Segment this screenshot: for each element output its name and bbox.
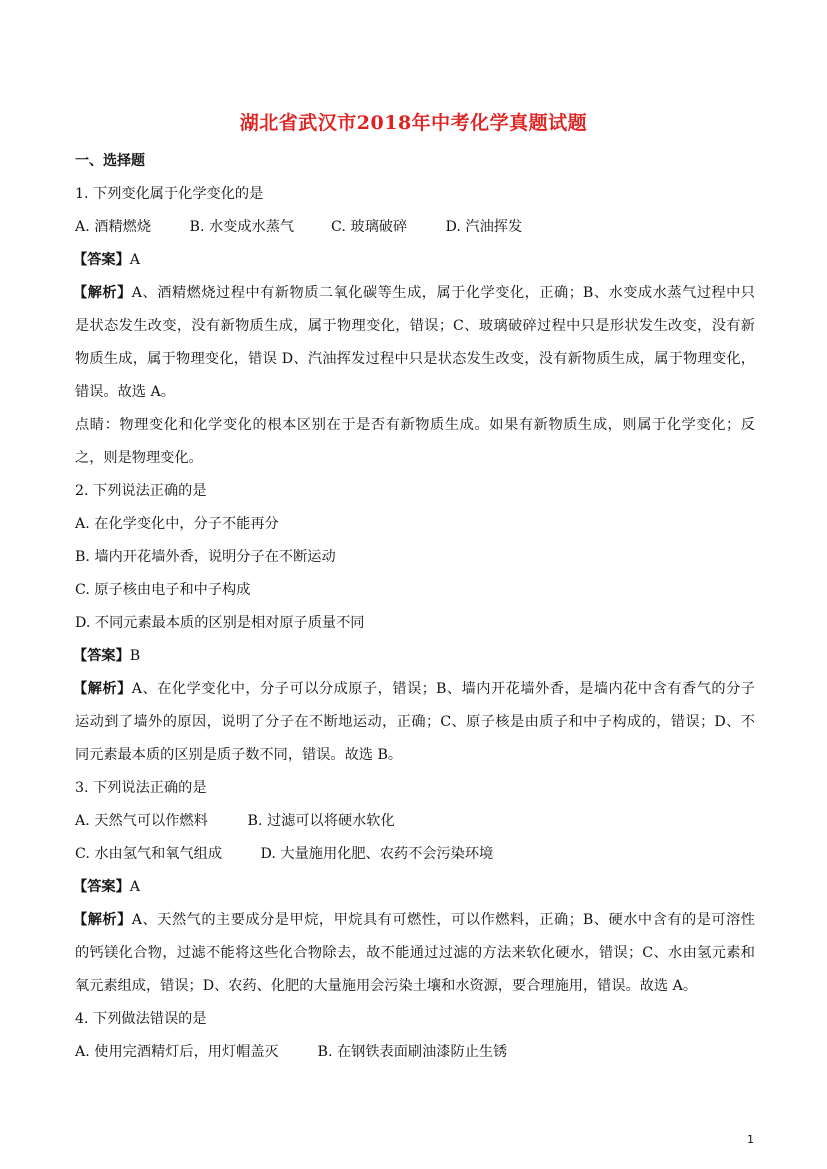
q2-option-d: D. 不同元素最本质的区别是相对原子质量不同 [75, 615, 365, 631]
q3-options-row-1 [75, 812, 755, 830]
q3-analysis-line-1 [73, 911, 755, 929]
analysis-label: 【解析】 [73, 285, 132, 301]
q3-option-a: A. 天然气可以作燃料 [75, 813, 208, 829]
q2-analysis-line-3: 同元素最本质的区别是质子数不同，错误。故选 B。 [75, 747, 403, 763]
q2-analysis-line-2: 运动到了墙外的原因，说明了分子在不断地运动，正确；C、原子核是由质子和中子构成的，错误；D、不 [75, 714, 755, 730]
q3-option-b: B. 过滤可以将硬水软化 [247, 813, 395, 829]
q1-option-b: B. 水变成水蒸气 [189, 219, 295, 235]
answer-label: 【答案】 [73, 648, 130, 664]
answer-value: B [129, 648, 141, 664]
q2-answer [73, 647, 753, 665]
q1-analysis-line-3: 物质生成，属于物理变化，错误 D、汽油挥发过程中只是状态发生改变，没有新物质生成，属于物理变化， [75, 351, 755, 367]
section-heading: 一、选择题 [75, 153, 145, 169]
q1-analysis-line-4: 错误。故选 A。 [75, 384, 175, 400]
q3-option-d: D. 大量施用化肥、农药不会污染环境 [260, 846, 494, 862]
q2-option-b: B. 墙内开花墙外香，说明分子在不断运动 [75, 549, 336, 565]
analysis-label: 【解析】 [73, 912, 132, 928]
q3-stem: 3. 下列说法正确的是 [75, 780, 207, 796]
analysis-text: A、天然气的主要成分是甲烷，甲烷具有可燃性，可以作燃料，正确；B、硬水中含有的是可溶性 [131, 912, 755, 928]
q3-options-row-2 [75, 845, 755, 863]
q2-stem: 2. 下列说法正确的是 [75, 483, 207, 499]
q3-answer [73, 878, 753, 896]
analysis-label: 【解析】 [73, 681, 132, 697]
q4-options-row-1 [75, 1043, 755, 1061]
q1-option-d: D. 汽油挥发 [445, 219, 523, 235]
q4-option-b: B. 在钢铁表面刷油漆防止生锈 [317, 1044, 508, 1060]
q1-analysis-line-1 [73, 284, 755, 302]
q2-option-c: C. 原子核由电子和中子构成 [75, 582, 251, 598]
answer-label: 【答案】 [73, 252, 130, 268]
analysis-text: A、在化学变化中，分子可以分成原子，错误；B、墙内开花墙外香，是墙内花中含有香气的分子 [131, 681, 755, 697]
answer-label: 【答案】 [73, 879, 130, 895]
q1-comment-line-1: 点睛：物理变化和化学变化的根本区别在于是否有新物质生成。如果有新物质生成，则属于化学变化；反 [75, 417, 755, 433]
answer-value: A [129, 879, 141, 895]
q1-option-c: C. 玻璃破碎 [331, 219, 408, 235]
q3-option-c: C. 水由氢气和氧气组成 [75, 846, 223, 862]
analysis-text: A、酒精燃烧过程中有新物质二氧化碳等生成，属于化学变化，正确；B、水变成水蒸气过程中只 [131, 285, 755, 301]
q4-option-a: A. 使用完酒精灯后，用灯帽盖灭 [75, 1044, 279, 1060]
q1-options [75, 218, 755, 236]
q1-analysis-line-2: 是状态发生改变，没有新物质生成，属于物理变化，错误；C、玻璃破碎过程中只是形状发生改变，没有新 [75, 318, 755, 334]
q1-comment-line-2: 之，则是物理变化。 [75, 450, 203, 466]
document-title: 湖北省武汉市2018年中考化学真题试题 [239, 112, 588, 134]
q3-analysis-line-2: 的钙镁化合物，过滤不能将这些化合物除去，故不能通过过滤的方法来软化硬水，错误；C、水由氢元素和 [75, 945, 755, 961]
q4-stem: 4. 下列做法错误的是 [75, 1011, 207, 1027]
q2-option-a: A. 在化学变化中，分子不能再分 [75, 516, 279, 532]
q2-analysis-line-1 [73, 680, 755, 698]
page-number: 1 [747, 1133, 754, 1146]
q1-stem: 1. 下列变化属于化学变化的是 [75, 186, 264, 202]
answer-value: A [129, 252, 141, 268]
q1-option-a: A. 酒精燃烧 [75, 219, 152, 235]
q1-answer [73, 251, 753, 269]
q3-analysis-line-3: 氧元素组成，错误；D、农药、化肥的大量施用会污染土壤和水资源，要合理施用，错误。故选 A。 [75, 978, 698, 994]
